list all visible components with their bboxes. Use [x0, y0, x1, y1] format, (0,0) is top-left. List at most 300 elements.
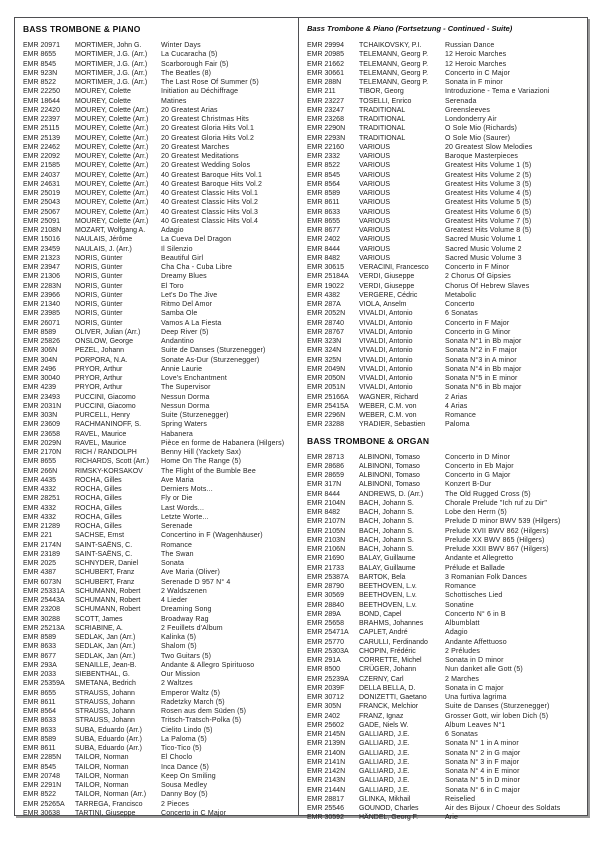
piece-title: Greatest Hits Volume 7 (5) — [445, 217, 532, 225]
piece-title: O Sole Mio (Saurer) — [445, 134, 511, 142]
emr-number: EMR 2145N — [307, 731, 346, 738]
composer-name: SIEBENTHAL, G. — [75, 671, 130, 678]
piece-title: 2 Waldszenen — [161, 587, 207, 595]
emr-number: EMR 29994 — [307, 42, 344, 49]
emr-number: EMR 2140N — [307, 749, 346, 757]
piece-title: Sonata in F minor — [445, 79, 503, 86]
emr-number: EMR 8545 — [307, 171, 341, 179]
catalog-row — [23, 689, 293, 698]
piece-title: Sonata N°3 in A minor — [445, 356, 517, 364]
catalog-row — [307, 712, 582, 721]
catalog-row — [23, 707, 293, 716]
catalog-row — [307, 189, 582, 198]
composer-name: CARULLI, Ferdinando — [359, 638, 428, 646]
catalog-row — [23, 226, 293, 235]
piece-title: Adagio — [161, 227, 184, 234]
composer-name: SCHNYDER, Daniel — [75, 560, 139, 567]
composer-name: VIVALDI, Antonio — [359, 347, 413, 355]
piece-title: 40 Greatest Classic Hits Vol.1 — [161, 190, 259, 197]
emr-number: EMR 21340 — [23, 301, 60, 308]
composer-name: VARIOUS — [359, 236, 390, 244]
emr-number: EMR 2170N — [23, 449, 62, 456]
emr-number: EMR 25387A — [307, 573, 349, 581]
piece-title: The Last Rose Of Summer (5) — [161, 79, 259, 86]
catalog-row — [307, 628, 582, 637]
composer-name: MOUREY, Colette (Arr.) — [75, 208, 149, 216]
piece-title: Sonata N° 6 in C major — [445, 786, 520, 794]
section-title: Bass Trombone & Piano (Fortsetzung - Continued - Suite) — [307, 24, 513, 33]
emr-number: EMR 2106N — [307, 546, 346, 553]
catalog-row — [23, 115, 293, 124]
emr-number: EMR 30661 — [307, 69, 344, 77]
emr-number: EMR 305N — [307, 703, 342, 711]
catalog-row — [23, 541, 293, 550]
piece-title: Prelude XVII BWV 862 (Hilgers) — [445, 527, 549, 535]
emr-number: EMR 8589 — [23, 328, 57, 336]
emr-number: EMR 8545 — [23, 763, 57, 771]
piece-title: La Cucaracha (5) — [161, 51, 218, 59]
composer-name: GALLIARD, J.E. — [359, 731, 410, 738]
composer-name: MOUREY, Colette (Arr.) — [75, 125, 149, 133]
piece-title: Andantino — [161, 338, 194, 345]
catalog-row — [307, 758, 582, 767]
composer-name: BRAHMS, Johannes — [359, 620, 424, 627]
emr-number: EMR 28840 — [307, 601, 344, 609]
emr-number: EMR 2050N — [307, 375, 346, 382]
emr-number: EMR 2496 — [23, 365, 57, 373]
emr-number: EMR 21585 — [23, 162, 60, 170]
catalog-row — [23, 578, 293, 587]
catalog-row — [307, 420, 582, 429]
catalog-row — [307, 124, 582, 133]
composer-name: VIVALDI, Antonio — [359, 375, 413, 382]
emr-number: EMR 30288 — [23, 615, 60, 623]
piece-title: Benny Hill (Yackety Sax) — [161, 449, 242, 456]
piece-title: Letzte Worte... — [161, 513, 209, 521]
catalog-row — [307, 97, 582, 106]
emr-number: EMR 25546 — [307, 805, 344, 812]
piece-title: Schottisches Lied — [445, 592, 503, 600]
emr-number: EMR 25067 — [23, 208, 60, 216]
emr-number: EMR 2402 — [307, 712, 341, 720]
composer-name: ALBINONI, Tomaso — [359, 453, 420, 461]
catalog-row — [307, 601, 582, 610]
catalog-row — [307, 554, 582, 563]
piece-title: Sonata N° 2 in G major — [445, 749, 521, 757]
composer-name: SCHUMANN, Robert — [75, 606, 141, 614]
piece-title: Paloma — [445, 421, 470, 429]
piece-title: Sonata in D minor — [445, 657, 504, 664]
catalog-row — [23, 124, 293, 133]
emr-number: EMR 23493 — [23, 393, 60, 401]
composer-name: ROCHA, Gilles — [75, 486, 122, 493]
composer-name: SEDLAK, Jan (Arr.) — [75, 652, 136, 660]
composer-name: TAILOR, Norman — [75, 772, 129, 780]
piece-title: 6 Sonatas — [445, 731, 478, 738]
emr-number: EMR 23459 — [23, 245, 60, 253]
emr-number: EMR 25213A — [23, 624, 65, 632]
piece-title: Danny Boy (5) — [161, 791, 208, 799]
catalog-row — [307, 693, 582, 702]
composer-name: RICHARDS, Scott (Arr.) — [75, 458, 149, 466]
piece-title: Two Guitars (5) — [161, 652, 212, 660]
emr-number: EMR 28740 — [307, 319, 344, 327]
catalog-row — [307, 328, 582, 337]
emr-number: EMR 28713 — [307, 453, 344, 461]
piece-title: Greatest Hits Volume 3 (5) — [445, 180, 532, 188]
piece-title: Lobe den Herrn (5) — [445, 509, 507, 516]
composer-name: VARIOUS — [359, 208, 390, 216]
catalog-row — [23, 319, 293, 328]
composer-name: BACH, Johann S. — [359, 536, 414, 544]
composer-name: TRADITIONAL — [359, 106, 406, 114]
composer-name: MOUREY, Colette (Arr.) — [75, 171, 149, 179]
piece-title: Shalom (5) — [161, 643, 197, 651]
emr-number: EMR 21323 — [23, 254, 60, 262]
catalog-row — [23, 180, 293, 189]
piece-title: The Swan — [161, 550, 194, 558]
piece-title: Concerto in F Major — [445, 319, 510, 327]
emr-number: EMR 30569 — [307, 592, 344, 600]
composer-name: PRYOR, Arthur — [75, 384, 123, 392]
composer-name: BALAY, Guillaume — [359, 555, 416, 563]
emr-number: EMR 24037 — [23, 171, 60, 179]
catalog-row — [307, 471, 582, 480]
catalog-row — [307, 50, 582, 59]
composer-name: TAILOR, Norman — [75, 763, 129, 771]
catalog-row — [307, 41, 582, 50]
composer-name: RAVEL, Maurice — [75, 430, 127, 438]
catalog-row — [307, 591, 582, 600]
piece-title: Concerto in D Minor — [445, 453, 511, 461]
emr-number: EMR 8482 — [307, 509, 341, 516]
catalog-row — [307, 462, 582, 471]
composer-name: SCHUMANN, Robert — [75, 587, 141, 595]
piece-title: Inca Dance (5) — [161, 763, 210, 771]
piece-title: Kalinka (5) — [161, 634, 197, 641]
emr-number: EMR 22160 — [307, 143, 344, 151]
catalog-row — [307, 383, 582, 392]
catalog-row — [23, 679, 293, 688]
catalog-row — [23, 763, 293, 772]
emr-number: EMR 8633 — [23, 717, 57, 725]
catalog-section — [307, 435, 582, 823]
composer-name: ROCHA, Gilles — [75, 495, 122, 503]
catalog-row — [307, 245, 582, 254]
emr-number: EMR 26071 — [23, 319, 60, 327]
piece-title: Nessun Dorma — [161, 393, 210, 401]
emr-number: EMR 21662 — [307, 60, 344, 68]
emr-number: EMR 23247 — [307, 106, 344, 114]
catalog-row — [23, 800, 293, 809]
catalog-row — [23, 430, 293, 439]
piece-title: El Toro — [161, 282, 184, 290]
composer-name: VARIOUS — [359, 162, 390, 170]
composer-name: ALBINONI, Tomaso — [359, 481, 420, 489]
emr-number: EMR 2029N — [23, 439, 62, 447]
composer-name: WEBER, C.M. von — [359, 412, 417, 419]
catalog-row — [307, 767, 582, 776]
catalog-row — [23, 652, 293, 661]
catalog-row — [307, 730, 582, 739]
catalog-table — [14, 17, 588, 822]
emr-number: EMR 25043 — [23, 199, 60, 207]
composer-name: STRAUSS, Johann — [75, 708, 135, 715]
piece-title: Greatest Hits Volume 4 (5) — [445, 190, 532, 197]
piece-title: Romance — [445, 412, 477, 419]
piece-title: Londonderry Air — [445, 116, 497, 123]
composer-name: BACH, Johann S. — [359, 527, 414, 535]
catalog-row — [307, 480, 582, 489]
emr-number: EMR 2402 — [307, 236, 341, 244]
emr-number: EMR 23609 — [23, 421, 60, 429]
catalog-row — [23, 615, 293, 624]
catalog-row — [307, 610, 582, 619]
catalog-row — [23, 790, 293, 799]
emr-number: EMR 4382 — [307, 291, 341, 299]
emr-number: EMR 266N — [23, 467, 58, 475]
composer-name: NAULAIS, J. (Arr.) — [75, 245, 132, 253]
composer-name: CORRETTE, Michel — [359, 657, 422, 664]
piece-title: Serenade — [161, 523, 193, 530]
emr-number: EMR 20985 — [307, 51, 344, 59]
catalog-row — [23, 467, 293, 476]
catalog-row — [23, 716, 293, 725]
section-title: BASS TROMBONE & PIANO — [23, 24, 141, 34]
emr-number: EMR 8522 — [23, 791, 57, 799]
emr-number: EMR 25115 — [23, 125, 60, 133]
composer-name: ROCHA, Gilles — [75, 504, 122, 512]
piece-title: Winter Days — [161, 42, 201, 49]
piece-title: Rosen aus dem Süden (5) — [161, 708, 247, 715]
emr-number: EMR 2143N — [307, 777, 346, 785]
emr-number: EMR 28686 — [307, 462, 344, 470]
piece-title: 2 Chorus Of Gipsies — [445, 273, 511, 281]
emr-number: EMR 2103N — [307, 536, 346, 544]
emr-number: EMR 8545 — [23, 60, 57, 68]
catalog-row — [307, 263, 582, 272]
composer-name: MOUREY, Colette (Arr.) — [75, 143, 149, 151]
catalog-row — [23, 568, 293, 577]
piece-title: Dreaming Song — [161, 606, 212, 614]
piece-title: 20 Greatest Christmas Hits — [161, 116, 249, 123]
catalog-row — [307, 272, 582, 281]
piece-title: Sonata N°2 in F major — [445, 347, 518, 355]
composer-name: OLIVER, Julian (Arr.) — [75, 328, 141, 336]
piece-title: Concerto in C Major — [445, 69, 511, 77]
emr-number: EMR 8655 — [307, 217, 341, 225]
composer-name: NORIS, Günter — [75, 301, 123, 308]
composer-name: VIVALDI, Antonio — [359, 319, 413, 327]
catalog-row — [23, 143, 293, 152]
emr-number: EMR 8564 — [307, 180, 341, 188]
catalog-row — [307, 198, 582, 207]
piece-title: Concerto in G Major — [445, 472, 511, 479]
piece-title: Pièce en forme de Habanera (Hilgers) — [161, 439, 285, 447]
catalog-row — [23, 504, 293, 513]
catalog-row — [307, 337, 582, 346]
catalog-row — [307, 536, 582, 545]
composer-name: GALLIARD, J.E. — [359, 786, 410, 794]
composer-name: SUBA, Eduardo (Arr.) — [75, 735, 142, 743]
composer-name: CZERNY, Carl — [359, 675, 404, 683]
piece-title: 20 Greatest Gloria Hits Vol.2 — [161, 134, 255, 142]
catalog-row — [307, 684, 582, 693]
catalog-row — [307, 69, 582, 78]
piece-title: 2 Préludes — [445, 647, 480, 655]
piece-title: Prelude D minor BWV 539 (Hilgers) — [445, 518, 561, 526]
composer-name: RICH / RANDOLPH — [75, 449, 137, 456]
emr-number: EMR 6073N — [23, 578, 62, 586]
piece-title: Dreamy Blues — [161, 273, 207, 281]
catalog-row — [307, 721, 582, 730]
piece-title: Sonata N° 1 in A minor — [445, 740, 519, 748]
catalog-row — [307, 499, 582, 508]
composer-name: BALAY, Guillaume — [359, 564, 416, 572]
emr-number: EMR 25265A — [23, 800, 65, 808]
catalog-row — [307, 235, 582, 244]
composer-name: SMETANA, Bedrich — [75, 680, 136, 688]
emr-number: EMR 2283N — [23, 282, 62, 290]
composer-name: ROCHA, Gilles — [75, 513, 122, 521]
catalog-row — [23, 337, 293, 346]
piece-title: 20 Greatest Gloria Hits Vol.1 — [161, 125, 255, 133]
piece-title: 20 Greatest Arias — [161, 106, 218, 114]
catalog-row — [23, 559, 293, 568]
composer-name: NORIS, Günter — [75, 319, 123, 327]
composer-name: SCHUBERT, Franz — [75, 578, 135, 586]
catalog-row — [307, 134, 582, 143]
composer-name: MOUREY, Colette (Arr.) — [75, 190, 149, 197]
emr-number: EMR 25658 — [307, 620, 344, 627]
piece-title: Album Leaves N°1 — [445, 721, 506, 729]
emr-number: EMR 25770 — [307, 638, 344, 646]
emr-number: EMR 23947 — [23, 264, 60, 271]
catalog-row — [23, 134, 293, 143]
catalog-row — [23, 291, 293, 300]
composer-name: SCHUMANN, Robert — [75, 597, 141, 604]
emr-number: EMR 2104N — [307, 499, 346, 507]
piece-title: Chorale Prelude "Ich ruf zu Dir" — [445, 499, 547, 507]
piece-title: 12 Heroic Marches — [445, 60, 507, 68]
emr-number: EMR 2290N — [307, 125, 346, 133]
emr-number: EMR 28790 — [307, 583, 344, 590]
emr-number: EMR 2285N — [23, 754, 62, 762]
emr-number: EMR 2144N — [307, 786, 346, 794]
composer-name: VARIOUS — [359, 190, 390, 197]
emr-number: EMR 325N — [307, 356, 342, 364]
emr-number: EMR 8633 — [23, 643, 57, 651]
composer-name: VIVALDI, Antonio — [359, 356, 413, 364]
catalog-row — [307, 291, 582, 300]
piece-title: Metabolic — [445, 291, 477, 299]
composer-name: TARREGA, Francisco — [75, 800, 143, 808]
composer-name: SEDLAK, Jan (Arr.) — [75, 634, 136, 641]
emr-number: EMR 18644 — [23, 97, 60, 105]
composer-name: ALBINONI, Tomaso — [359, 462, 420, 470]
emr-number: EMR 4332 — [23, 486, 57, 493]
catalog-row — [23, 596, 293, 605]
emr-number: EMR 30712 — [307, 694, 344, 701]
piece-title: Scarborough Fair (5) — [161, 60, 229, 68]
piece-title: Sonate As-Dur (Sturzenegger) — [161, 356, 260, 364]
catalog-row — [23, 476, 293, 485]
emr-number: EMR 4387 — [23, 569, 57, 577]
piece-title: Cha Cha - Cuba Libre — [161, 264, 233, 271]
composer-name: MOZART, Wolfgang A. — [75, 227, 146, 234]
composer-name: MOUREY, Colette (Arr.) — [75, 199, 149, 207]
emr-number: EMR 303N — [23, 412, 58, 419]
left-column — [15, 18, 299, 815]
catalog-row — [23, 263, 293, 272]
composer-name: MORTIMER, J.G. (Arr.) — [75, 79, 148, 86]
catalog-row — [23, 735, 293, 744]
catalog-row — [23, 439, 293, 448]
piece-title: Concerto in C Major — [161, 809, 227, 817]
catalog-row — [23, 744, 293, 753]
emr-number: EMR 23189 — [23, 550, 60, 558]
composer-name: VERDI, Giuseppe — [359, 273, 415, 281]
composer-name: MOUREY, Colette (Arr.) — [75, 106, 149, 114]
emr-number: EMR 23227 — [307, 97, 344, 105]
composer-name: MOUREY, Colette (Arr.) — [75, 116, 149, 123]
composer-name: SCOTT, James — [75, 615, 123, 623]
composer-name: MOUREY, Colette (Arr.) — [75, 134, 149, 142]
composer-name: BEETHOVEN, L.v. — [359, 592, 417, 600]
piece-title: 40 Greatest Classic Hits Vol.4 — [161, 217, 259, 225]
composer-name: RIMSKY-KORSAKOV — [75, 467, 143, 475]
emr-number: EMR 8444 — [307, 490, 341, 498]
catalog-row — [23, 772, 293, 781]
catalog-row — [23, 60, 293, 69]
emr-number: EMR 28251 — [23, 495, 60, 503]
emr-number: EMR 24631 — [23, 180, 60, 188]
piece-title: 20 Greatest Marches — [161, 143, 230, 151]
emr-number: EMR 21306 — [23, 273, 60, 281]
emr-number: EMR 2105N — [307, 527, 346, 535]
composer-name: GALLIARD, J.E. — [359, 777, 410, 785]
catalog-row — [23, 494, 293, 503]
piece-title: Sonata N°5 in E minor — [445, 375, 518, 382]
piece-title: 20 Greatest Wedding Solos — [161, 162, 251, 170]
composer-name: MORTIMER, John G. — [75, 42, 142, 49]
piece-title: Concertino in F (Wagenhäuser) — [161, 532, 263, 540]
composer-name: TELEMANN, Georg P. — [359, 51, 429, 59]
emr-number: EMR 25139 — [23, 134, 60, 142]
emr-number: EMR 2142N — [307, 768, 346, 775]
emr-number: EMR 288N — [307, 79, 342, 86]
emr-number: EMR 25166A — [307, 393, 349, 401]
catalog-row — [307, 208, 582, 217]
catalog-row — [307, 319, 582, 328]
emr-number: EMR 25184A — [307, 273, 349, 281]
piece-title: 2 Arias — [445, 393, 468, 401]
composer-name: NORIS, Günter — [75, 254, 123, 262]
composer-name: TAILOR, Norman (Arr.) — [75, 791, 147, 799]
composer-name: FRANZ, Ignaz — [359, 712, 404, 720]
composer-name: SEDLAK, Jan (Arr.) — [75, 643, 136, 651]
piece-title: Romance — [161, 541, 193, 549]
emr-number: EMR 22092 — [23, 153, 60, 160]
emr-number: EMR 2108N — [23, 227, 62, 234]
composer-name: MORTIMER, J.G. (Arr.) — [75, 69, 148, 77]
emr-number: EMR 30638 — [23, 809, 60, 817]
emr-number: EMR 8589 — [23, 634, 57, 641]
piece-title: Sacred Music Volume 3 — [445, 254, 522, 262]
composer-name: RAVEL, Maurice — [75, 439, 127, 447]
piece-title: El Choclo — [161, 754, 193, 762]
catalog-row — [23, 633, 293, 642]
